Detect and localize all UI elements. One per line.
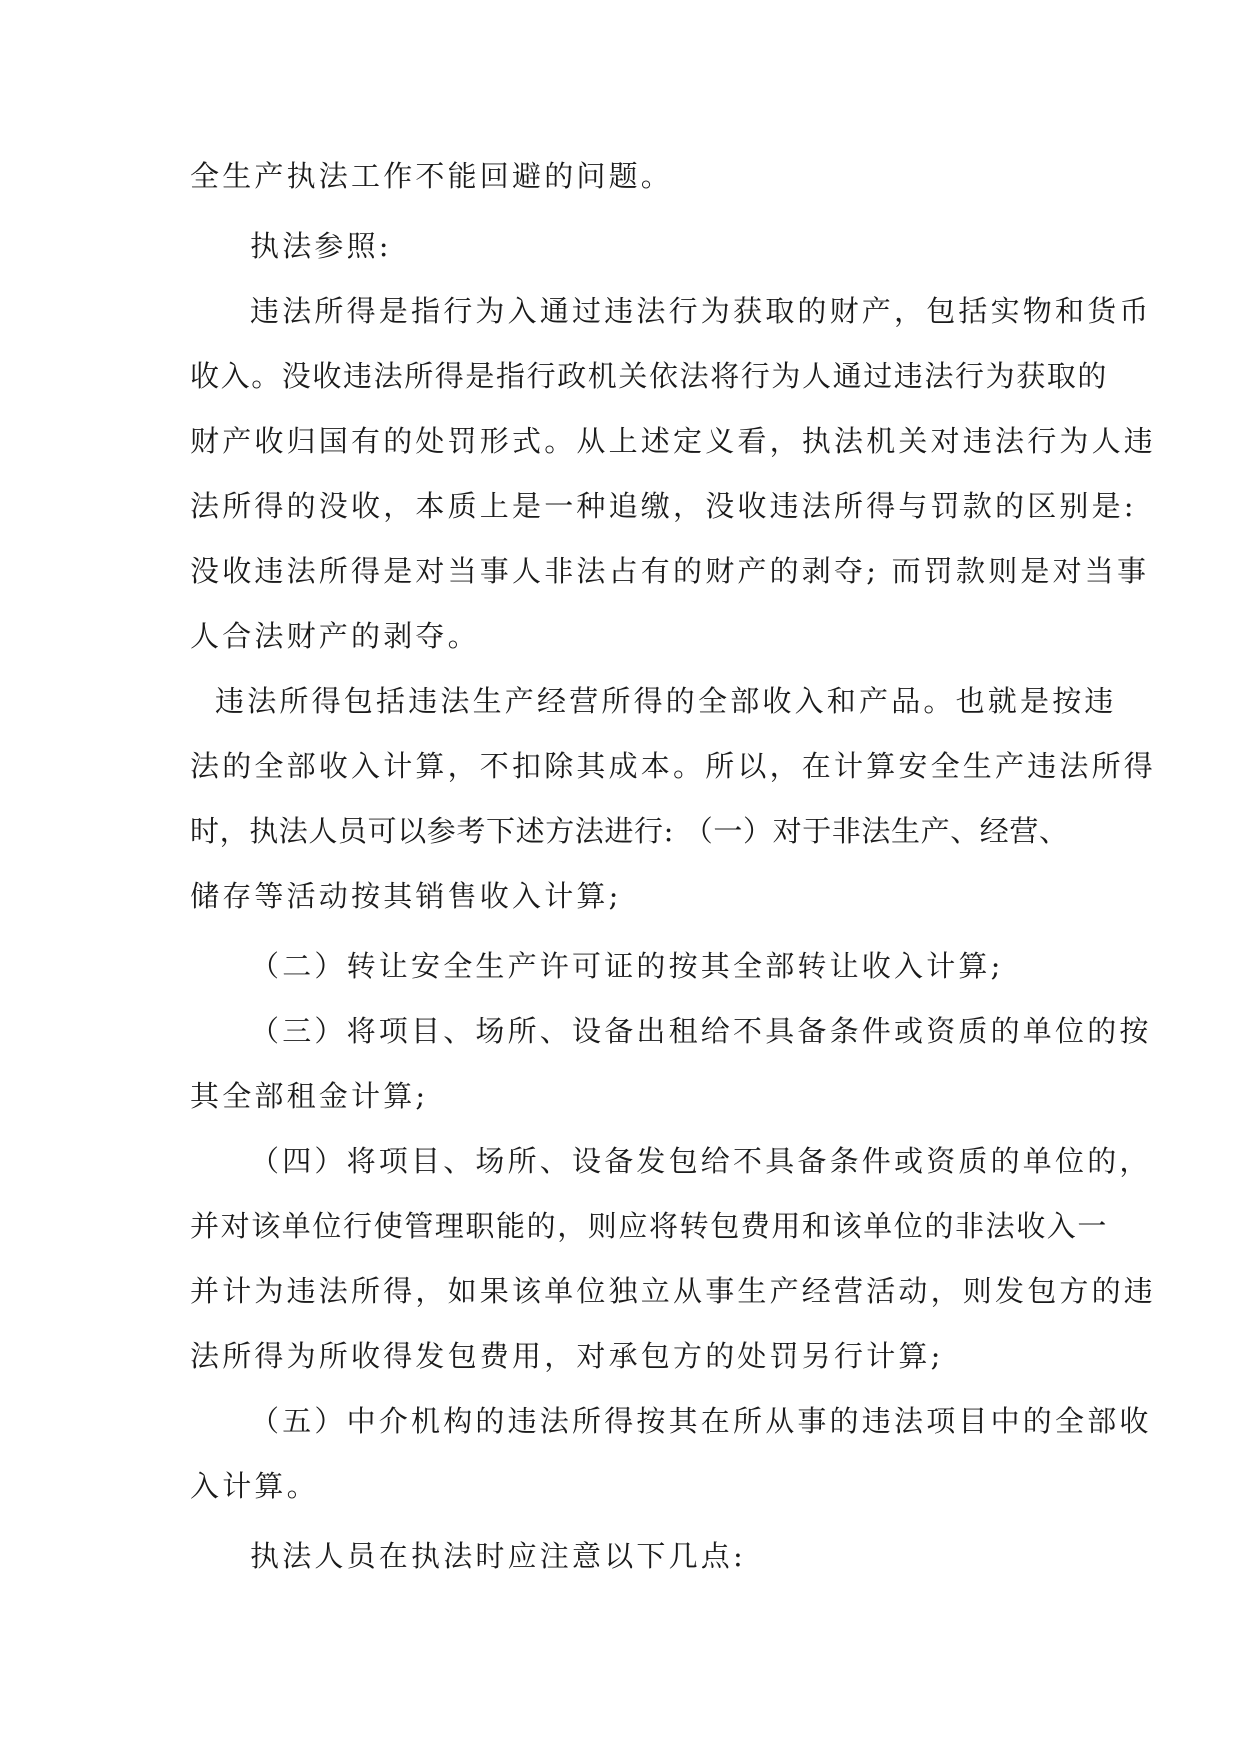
text-line: （四）将项目、场所、设备发包给不具备条件或资质的单位的， bbox=[250, 1144, 1152, 1178]
text-line: 收入。没收违法所得是指行政机关依法将行为人通过违法行为获取的 bbox=[190, 359, 1109, 393]
text-line: （三）将项目、场所、设备出租给不具备条件或资质的单位的按 bbox=[250, 1014, 1152, 1048]
text-line: 其全部租金计算; bbox=[190, 1079, 429, 1113]
text-line: 并计为违法所得，如果该单位独立从事生产经营活动，则发包方的违 bbox=[190, 1274, 1157, 1308]
text-line: 人合法财产的剥夺。 bbox=[190, 619, 480, 653]
text-line: 法所得为所收得发包费用，对承包方的处罚另行计算; bbox=[190, 1339, 944, 1373]
text-line: 法所得的没收，本质上是一种追缴，没收违法所得与罚款的区别是: bbox=[190, 489, 1137, 523]
text-line: 全生产执法工作不能回避的问题。 bbox=[190, 159, 674, 193]
text-line: 执法人员在执法时应注意以下几点: bbox=[250, 1539, 746, 1573]
text-line: 执法参照: bbox=[250, 229, 392, 263]
text-line: （二）转让安全生产许可证的按其全部转让收入计算; bbox=[250, 949, 1004, 983]
text-line: 时，执法人员可以参考下述方法进行: （一）对于非法生产、经营、 bbox=[190, 814, 1069, 848]
text-line: 入计算。 bbox=[190, 1469, 319, 1503]
text-line: 没收违法所得是对当事人非法占有的财产的剥夺; 而罚款则是对当事 bbox=[190, 554, 1150, 588]
text-line: 并对该单位行使管理职能的，则应将转包费用和该单位的非法收入一 bbox=[190, 1209, 1109, 1243]
text-line: （五）中介机构的违法所得按其在所从事的违法项目中的全部收 bbox=[250, 1404, 1152, 1438]
text-line: 财产收归国有的处罚形式。从上述定义看，执法机关对违法行为人违 bbox=[190, 424, 1157, 458]
text-line: 违法所得包括违法生产经营所得的全部收入和产品。也就是按违 bbox=[215, 684, 1117, 718]
text-line: 储存等活动按其销售收入计算; bbox=[190, 879, 622, 913]
text-line: 法的全部收入计算，不扣除其成本。所以，在计算安全生产违法所得 bbox=[190, 749, 1157, 783]
text-line: 违法所得是指行为入通过违法行为获取的财产，包括实物和货币 bbox=[250, 294, 1152, 328]
